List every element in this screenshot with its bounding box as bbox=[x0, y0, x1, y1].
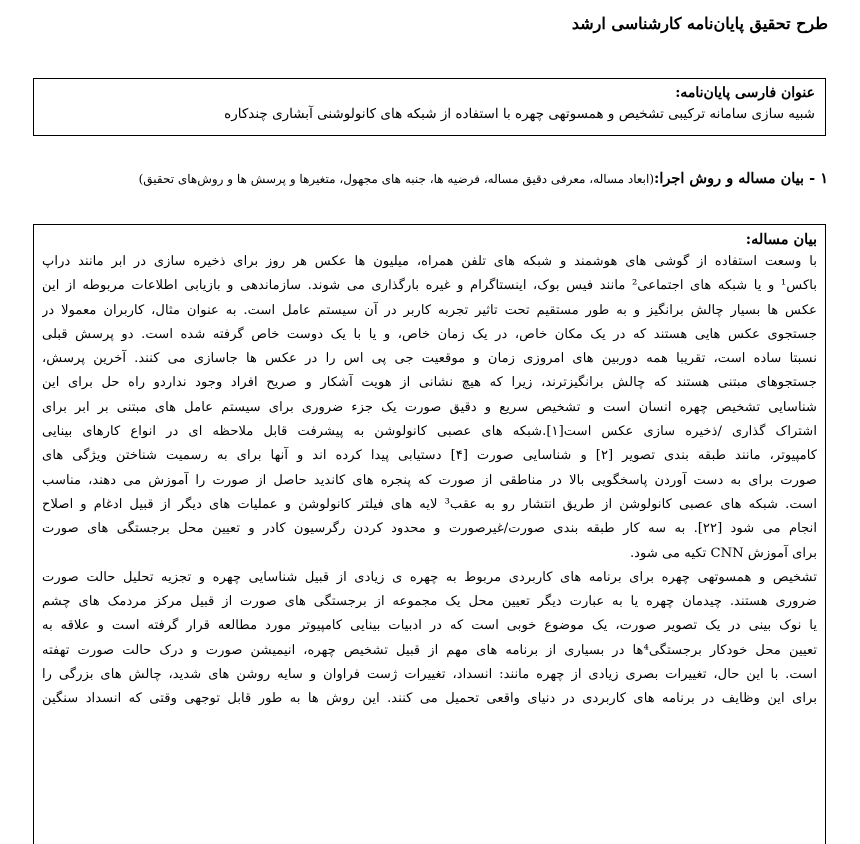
thesis-title-text: شبیه سازی سامانه ترکیبی تشخیص و همسوتهی چهره با استفاده از شبکه های کانولوشنی آبشاری چندکاره bbox=[224, 106, 815, 122]
paragraph-line: نسبتا ساده است، تقریبا همه دوربین های امروزی زمان و موقعیت جی پی اس را در عکس ها جاسازی می کنند. آخرین پرسش، bbox=[42, 351, 817, 367]
paragraph-line: تعیین محل خودکار برجستگی⁴ها در بسیاری از برنامه های مهم از قبیل تشخیص چهره، انیمیشن صورت و درک حالت صورت تهفته bbox=[42, 642, 817, 658]
paragraph-line: جستجوهای مبتنی هستند که چالش برانگیزترند، زیرا که هیچ نشانی از هویت آشکار و صریح افراد وجود نداردو راه حل برای این bbox=[42, 375, 817, 391]
paragraph-2 bbox=[42, 566, 817, 712]
paragraph-line: برای آموزش CNN تکیه می شود. bbox=[629, 545, 817, 561]
paragraph-line: ضروری هستند. چیدمان چهره یا به عبارت دیگر تعیین محل یک مجموعه از برجستگی های صورت از قبیل مرکز مردمک های چشم bbox=[42, 594, 817, 610]
paragraph-line: شناسایی تشخیص چهره انسان است و تشخیص سریع و دقیق صورت یک جزء ضروری برای سیستم عامل های مبتنی بر ابر برای bbox=[42, 399, 817, 415]
paragraph-line: صورت برای به دست آوردن پاسخگویی بالا در مناطقی از صورت که پنجره های کاندید حاصل از صورت را آموزش می دهند، مناسب bbox=[42, 472, 817, 488]
paragraph-line: تشخیص و همسوتهی چهره برای برنامه های کاربردی مربوط به چهره ی زیادی از قبیل شناسایی چهره و تجزیه تحلیل حالت صورت bbox=[42, 569, 817, 585]
paragraph-line: است. با این حال، تغییرات بصری زیادی از چهره مانند: انسداد، تغییرات ژست فراوان و سایه روشن های شدید، چالش های بزرگی را bbox=[42, 667, 817, 683]
paragraph-line: جستجوی عکس هایی هستند که در یک مکان خاص، در یک زمان خاص، و یا با یک دوست خاص گرفته شده است. دو پرسش قبلی bbox=[42, 326, 817, 342]
paragraph-1 bbox=[42, 250, 817, 566]
paragraph-line: است. شبکه های عصبی کانولوشن از طریق انتشار رو به عقب³ لایه های فیلتر کانولوشن و عملیات های دیگر از قبیل ادغام و اصلاح bbox=[42, 496, 817, 512]
problem-statement-title: بیان مساله: bbox=[745, 231, 817, 248]
document-title: طرح تحقیق پایان‌نامه کارشناسی ارشد bbox=[571, 14, 828, 33]
thesis-title-label: عنوان فارسی پایان‌نامه: bbox=[675, 85, 815, 101]
section-heading-note: (ابعاد مساله، معرفی دقیق مساله، فرضیه ها، جنبه های مجهول، متغیرها و پرسش ها و روش‌های تحقیق) bbox=[138, 172, 655, 186]
paragraph-line: یا نوک بینی در یک تصویر صورت، یک موضوع خوبی است که در ادبیات بینایی کامپیوتر مورد مطالعه قرار گرفته است و علاقه به bbox=[42, 618, 817, 634]
section-heading bbox=[33, 170, 828, 187]
problem-statement-box bbox=[33, 224, 826, 844]
section-heading-title: ۱ - بیان مساله و روش اجرا: bbox=[654, 170, 828, 187]
paragraph-line: عکس ها بسیار چالش برانگیز و به طور مستقیم تحت تاثیر تجربه کاربر در آن سیستم عامل است. به عنوان مثال، کاربران معمولا در bbox=[42, 302, 817, 318]
paragraph-line: اشتراک گذاری /ذخیره سازی عکس است[۱].شبکه های عصبی کانولوشن به پیشرفت قابل ملاحظه ای در انواع کارهای بینایی bbox=[42, 424, 817, 440]
paragraph-line: کامپیوتر، مانند طبقه بندی تصویر [۲] و شناسایی صورت [۴] دستیابی پیدا کرده اند و آنها برای به رسمیت شناختن ویژگی های bbox=[42, 448, 817, 464]
thesis-title-box bbox=[33, 78, 826, 136]
paragraph-line: انجام می شود [۲۲]. به سه کار طبقه بندی صورت/غیرصورت و محدود کردن رگرسیون کادر و تعیین محل برجستگی های صورت bbox=[42, 521, 817, 537]
paragraph-line: باکس¹ و یا شبکه های اجتماعی² مانند فیس بوک، اینستاگرام و غیره بارگذاری می شوند. سازماندهی و بازیابی اطلاعات مربوطه از این bbox=[42, 278, 817, 294]
paragraph-line: با وسعت استفاده از گوشی های هوشمند و شبکه های تلفن همراه، میلیون ها عکس هر روز برای ذخیره سازی در ابر مانند دراپ bbox=[42, 254, 817, 269]
paragraph-line: برای این وظایف در برنامه های کاربردی در دنیای واقعی تحمیل می کنند. این روش ها به طور قابل توجهی وقتی که انسداد سنگین bbox=[42, 691, 817, 707]
